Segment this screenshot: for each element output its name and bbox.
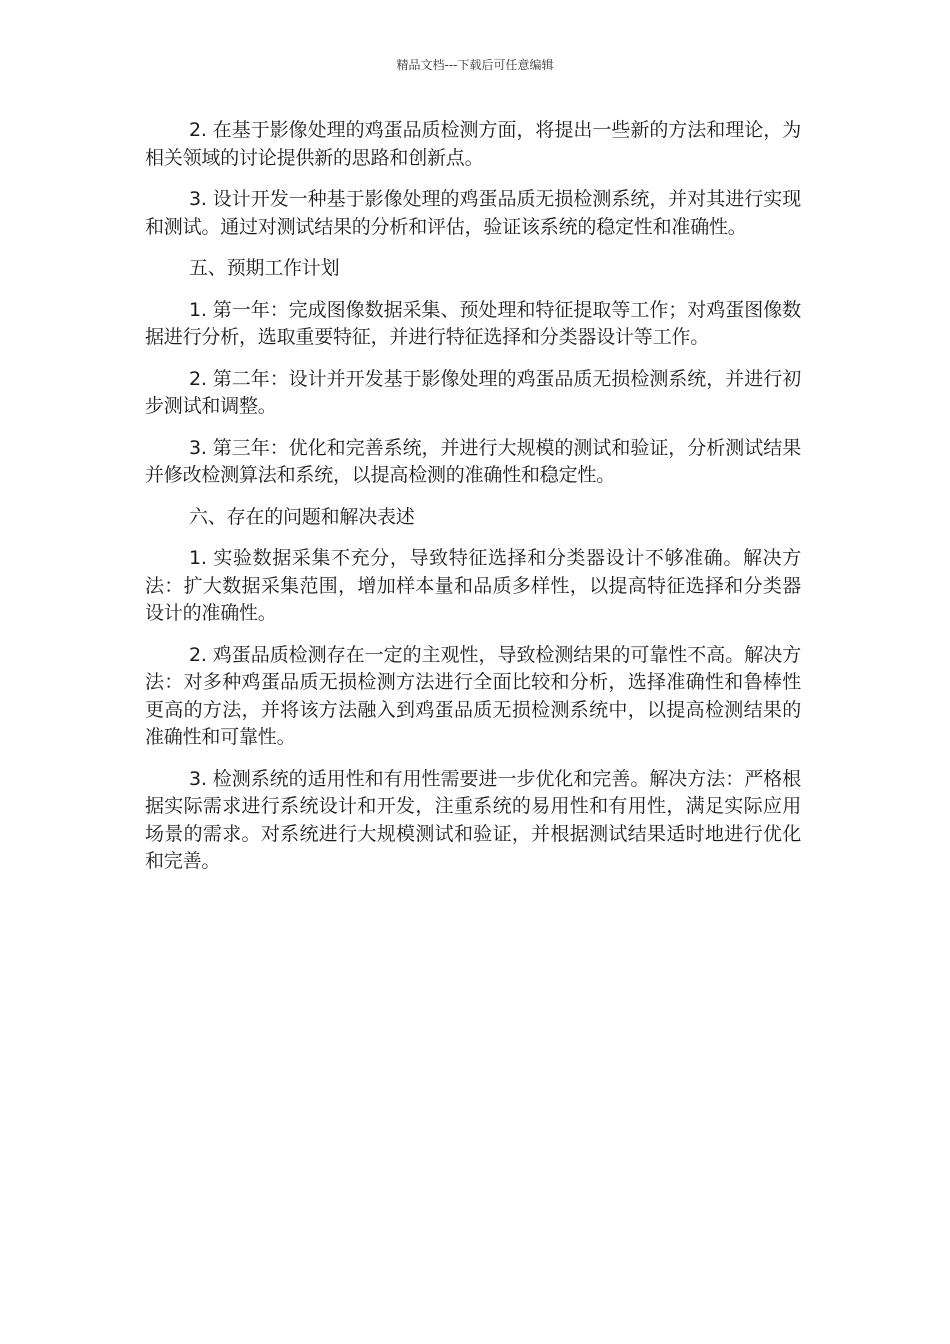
paragraph-goal-2: 2. 在基于影像处理的鸡蛋品质检测方面，将提出一些新的方法和理论，为相关领域的讨论提供新的思路和创新点。 [145, 119, 801, 169]
paragraph-problem-3: 3. 检测系统的适用性和有用性需要进一步优化和完善。解决方法：严格根据实际需求进行系统设计和开发，注重系统的易用性和有用性，满足实际应用场景的需求。对系统进行大规模测试和验证，并根据测试结果适时地进行优化和完善。 [145, 767, 801, 872]
document-body [145, 117, 801, 890]
section-heading-problems: 六、存在的问题和解决表述 [189, 505, 415, 528]
page-header: 精品文档---下载后可任意编辑 [396, 58, 554, 72]
paragraph-plan-year-1: 1. 第一年：完成图像数据采集、预处理和特征提取等工作；对鸡蛋图像数据进行分析，选取重要特征，并进行特征选择和分类器设计等工作。 [145, 298, 801, 348]
paragraph-plan-year-2: 2. 第二年：设计并开发基于影像处理的鸡蛋品质无损检测系统，并进行初步测试和调整。 [145, 367, 801, 417]
paragraph-problem-1: 1. 实验数据采集不充分，导致特征选择和分类器设计不够准确。解决方法：扩大数据采集范围，增加样本量和品质多样性，以提高特征选择和分类器设计的准确性。 [145, 547, 801, 624]
section-heading-work-plan: 五、预期工作计划 [189, 257, 340, 279]
paragraph-plan-year-3: 3. 第三年：优化和完善系统，并进行大规模的测试和验证，分析测试结果并修改检测算法和系统，以提高检测的准确性和稳定性。 [145, 436, 801, 486]
paragraph-goal-3: 3. 设计开发一种基于影像处理的鸡蛋品质无损检测系统，并对其进行实现和测试。通过对测试结果的分析和评估，验证该系统的稳定性和准确性。 [145, 188, 801, 238]
paragraph-problem-2: 2. 鸡蛋品质检测存在一定的主观性，导致检测结果的可靠性不高。解决方法：对多种鸡蛋品质无损检测方法进行全面比较和分析，选择准确性和鲁棒性更高的方法，并将该方法融入到鸡蛋品质无损检测系统中，以提高检测结果的准确性和可靠性。 [145, 643, 801, 748]
